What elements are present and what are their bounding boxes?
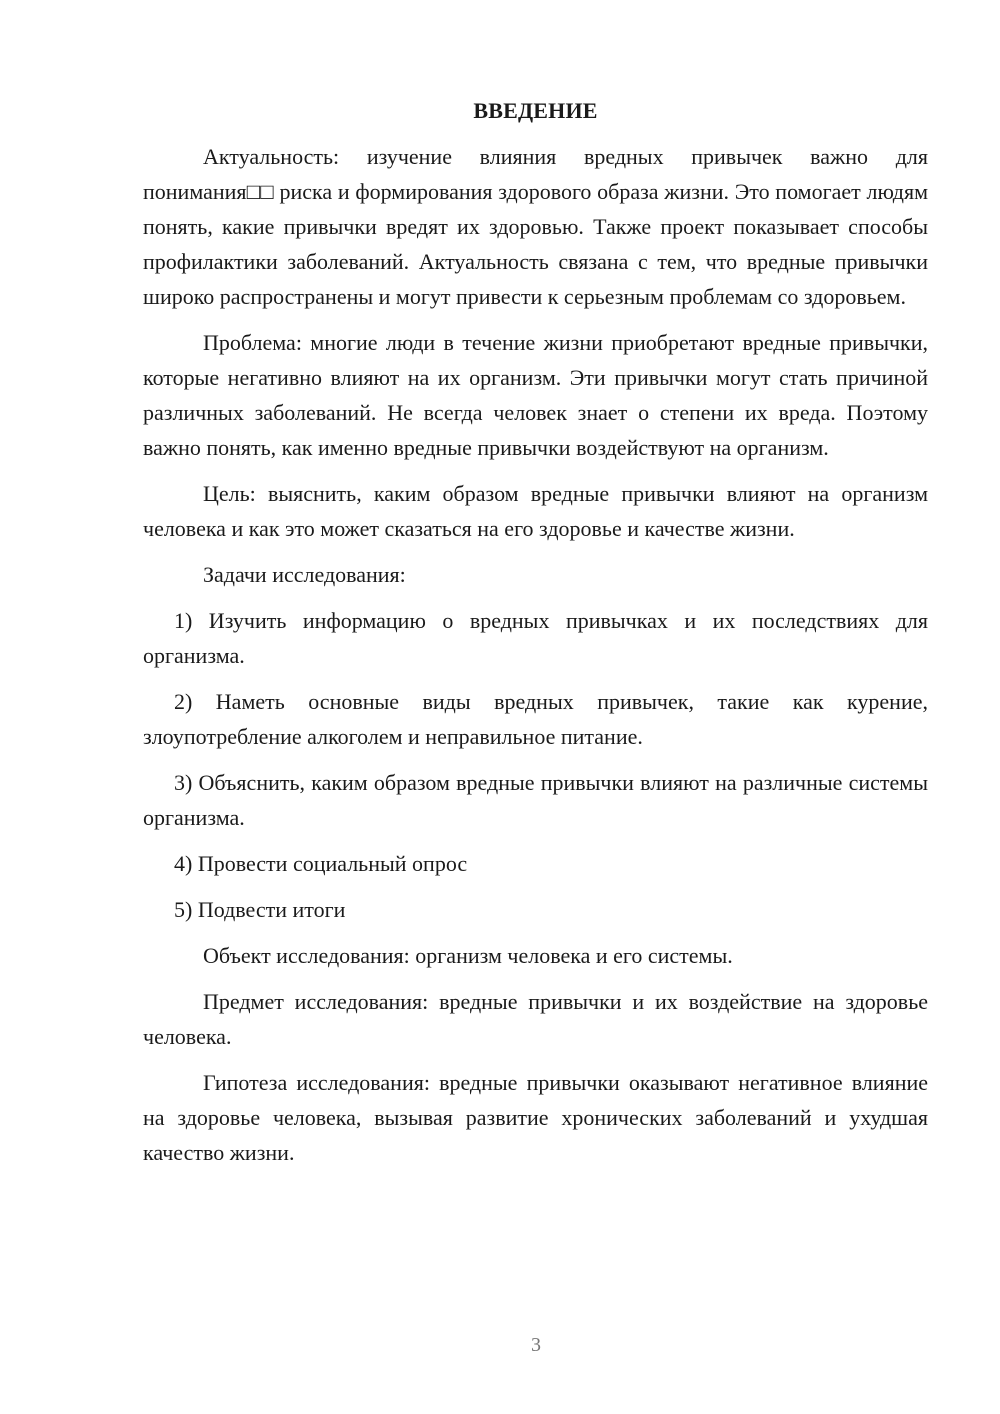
- task-item-1: 1) Изучить информацию о вредных привычках и их последствиях для организма.: [143, 608, 928, 668]
- page-title: ВВЕДЕНИЕ: [473, 98, 598, 123]
- object-paragraph: Объект исследования: организм человека и его системы.: [203, 943, 733, 968]
- task-item-4: 4) Провести социальный опрос: [174, 851, 468, 876]
- page-number: 3: [531, 1334, 541, 1356]
- tasks-heading: Задачи исследования:: [203, 562, 406, 587]
- subject-paragraph: Предмет исследования: вредные привычки и их воздействие на здоровье человека.: [143, 989, 928, 1049]
- task-item-5: 5) Подвести итоги: [174, 897, 346, 922]
- task-item-3: 3) Объяснить, каким образом вредные привычки влияют на различные системы организма.: [143, 770, 928, 830]
- task-item-2: 2) Наметь основные виды вредных привычек, такие как курение, злоупотребление алкоголем и неправильное питание.: [143, 689, 928, 749]
- goal-paragraph: Цель: выяснить, каким образом вредные привычки влияют на организм человека и как это может сказаться на его здоровье и качестве жизни.: [143, 481, 928, 541]
- hypothesis-paragraph: Гипотеза исследования: вредные привычки оказывают негативное влияние на здоровье человека, вызывая развитие хронических заболеваний и ухудшая качество жизни.: [143, 1070, 928, 1165]
- relevance-paragraph: Актуальность: изучение влияния вредных привычек важно для понимания□□ риска и формирования здорового образа жизни. Это помогает людям понять, какие привычки вредят их здоровью. Также проект показывает способы профилактики заболеваний. Актуальность связана с тем, что вредные привычки широко распространены и могут привести к серьезным проблемам со здоровьем.: [143, 144, 928, 309]
- problem-paragraph: Проблема: многие люди в течение жизни приобретают вредные привычки, которые негативно влияют на их организм. Эти привычки могут стать причиной различных заболеваний. Не всегда человек знает о степени их вреда. Поэтому важно понять, как именно вредные привычки воздействуют на организм.: [143, 330, 928, 460]
- page-content: [143, 96, 928, 1181]
